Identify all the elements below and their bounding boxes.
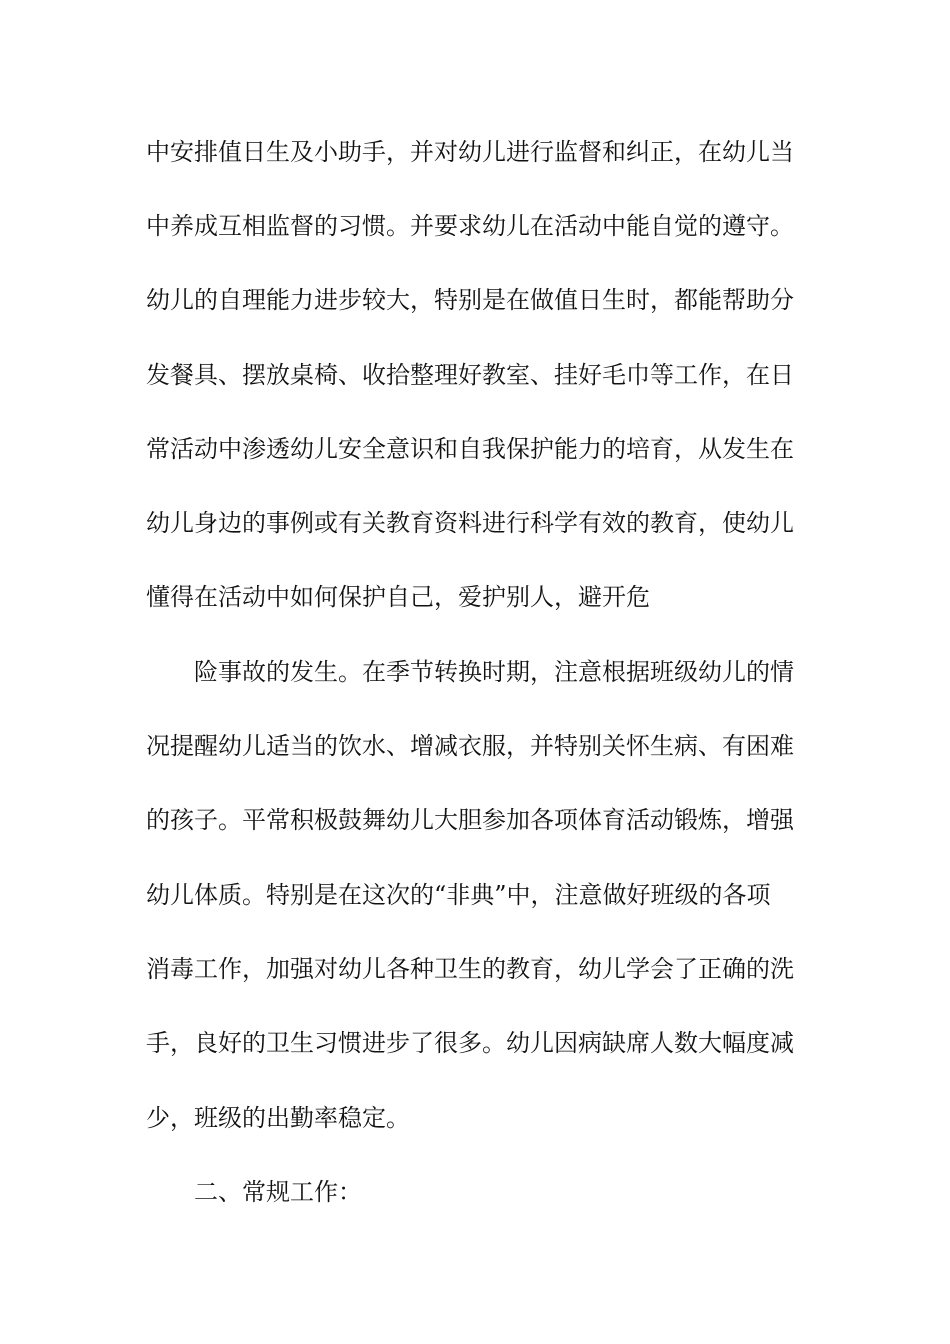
- text-line: 少，班级的出勤率稳定。: [146, 1104, 410, 1132]
- text-line: 中安排值日生及小助手，并对幼儿进行监督和纠正，在幼儿当: [146, 138, 794, 166]
- paragraph-first-line: 险事故的发生。在季节转换时期，注意根据班级幼儿的情: [194, 658, 794, 686]
- text-line: 手，良好的卫生习惯进步了很多。幼儿因病缺席人数大幅度减: [146, 1029, 794, 1057]
- section-heading: 二、常规工作：: [194, 1178, 362, 1206]
- text-line: 况提醒幼儿适当的饮水、增减衣服，并特别关怀生病、有困难: [146, 732, 794, 760]
- text-line: 中养成互相监督的习惯。并要求幼儿在活动中能自觉的遵守。: [146, 212, 794, 240]
- text-line: 消毒工作，加强对幼儿各种卫生的教育，幼儿学会了正确的洗: [146, 955, 794, 983]
- text-line: 幼儿体质。特别是在这次的“非典”中，注意做好班级的各项: [146, 881, 771, 909]
- text-line: 幼儿身边的事例或有关教育资料进行科学有效的教育，使幼儿: [146, 509, 794, 537]
- text-line: 常活动中渗透幼儿安全意识和自我保护能力的培育，从发生在: [146, 435, 794, 463]
- text-line: 的孩子。平常积极鼓舞幼儿大胆参加各项体育活动锻炼，增强: [146, 806, 794, 834]
- text-line: 懂得在活动中如何保护自己，爱护别人，避开危: [146, 583, 650, 611]
- text-line: 发餐具、摆放桌椅、收拾整理好教室、挂好毛巾等工作，在日: [146, 361, 794, 389]
- text-line: 幼儿的自理能力进步较大，特别是在做值日生时，都能帮助分: [146, 286, 794, 314]
